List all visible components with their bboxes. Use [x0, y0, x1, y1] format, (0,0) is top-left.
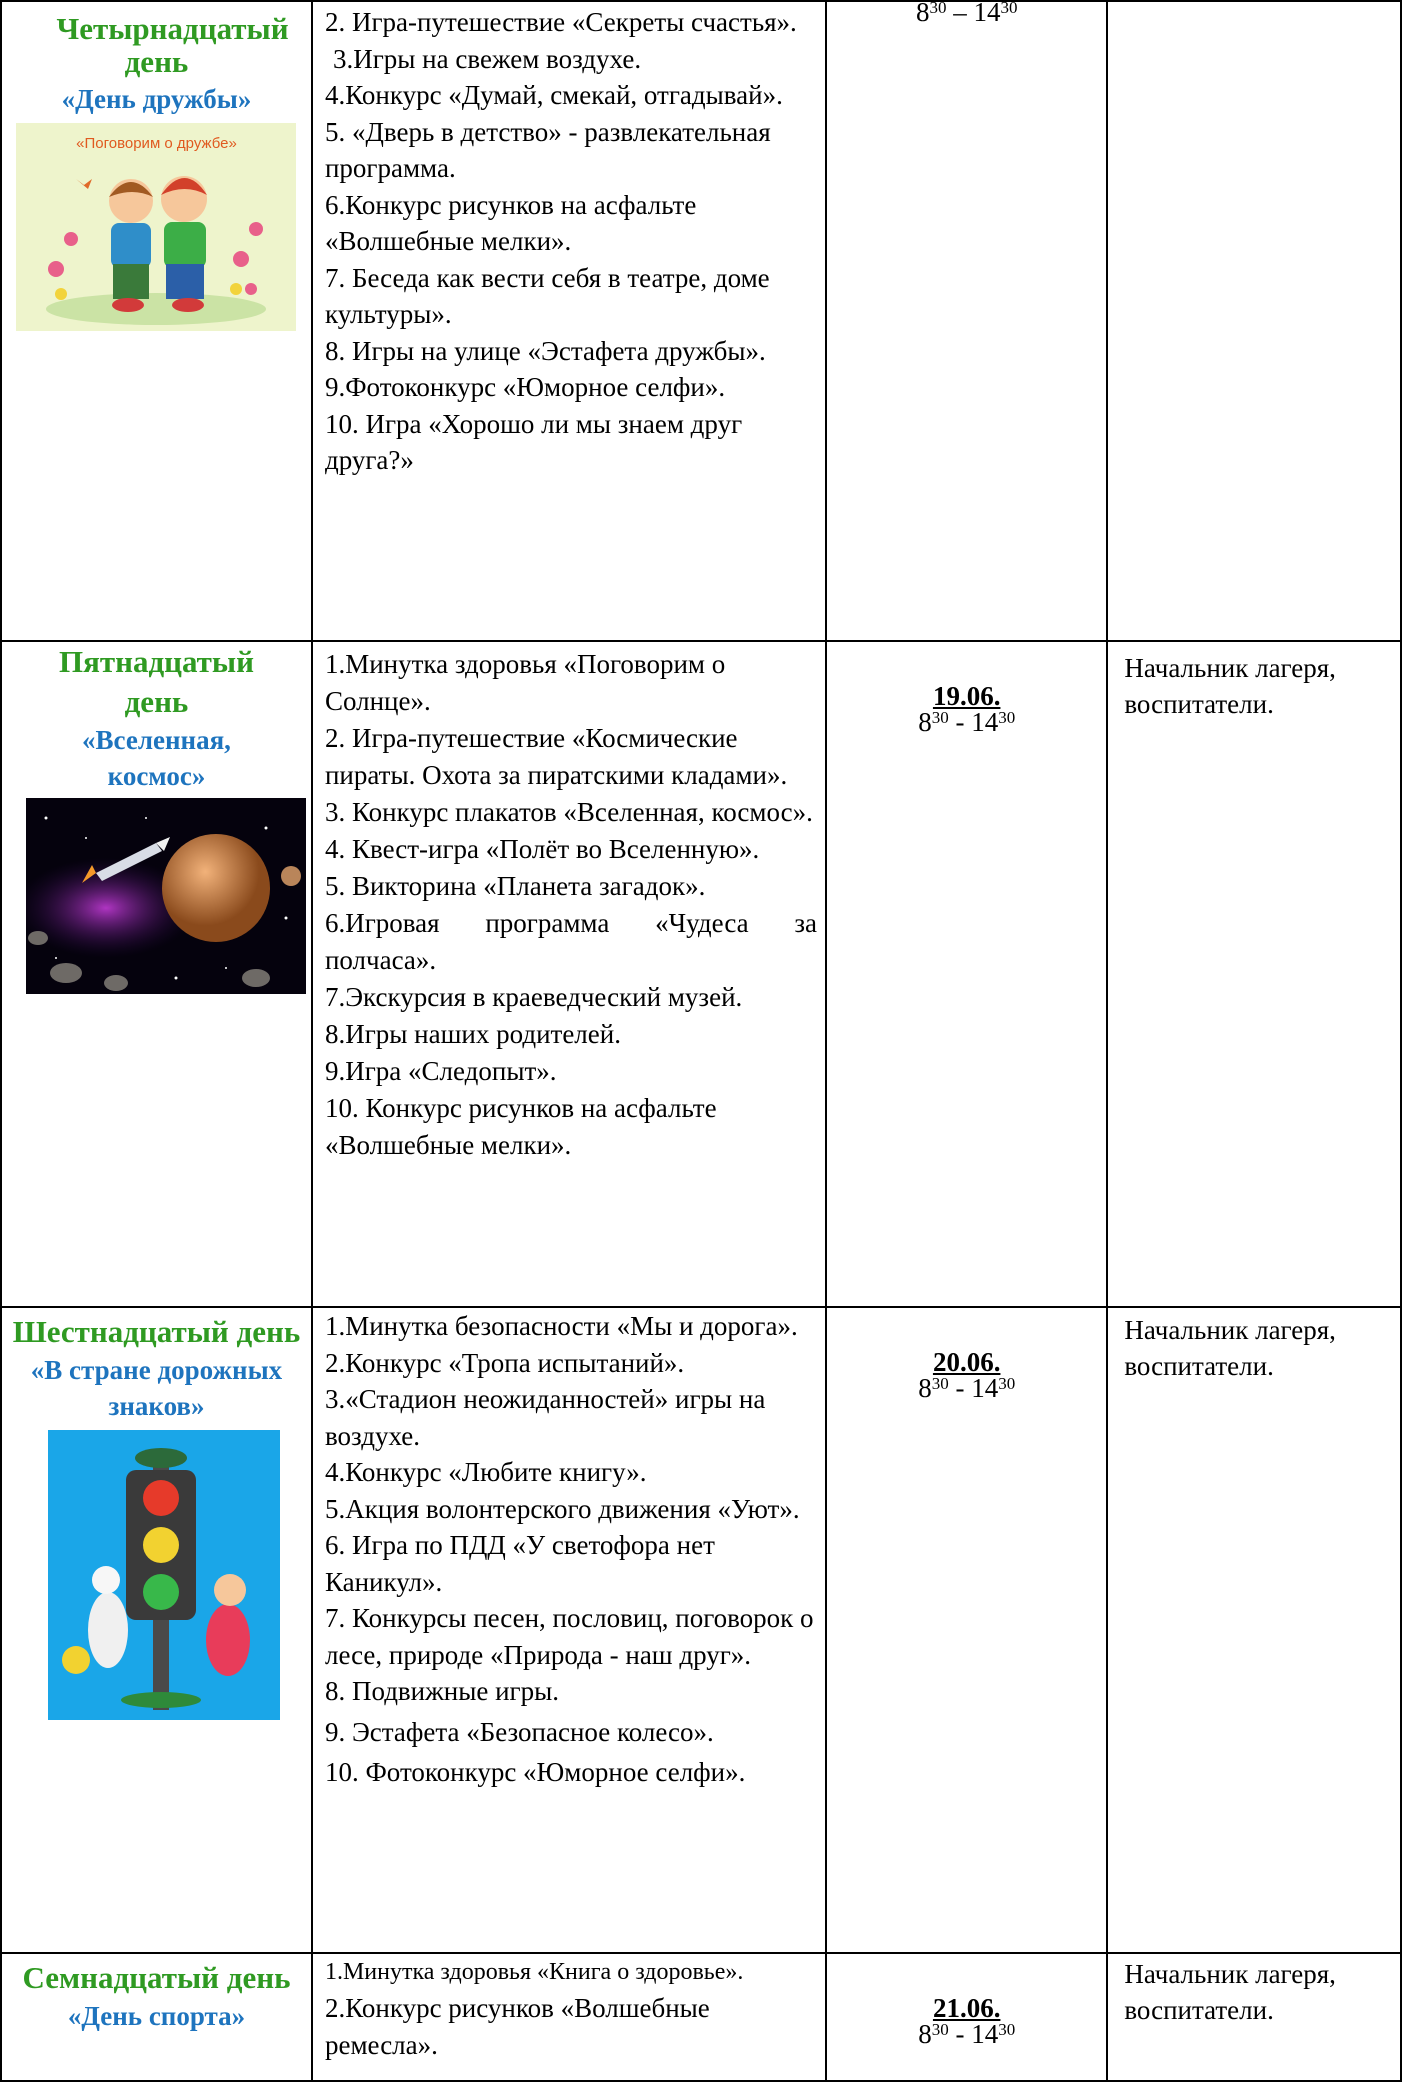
responsible-text: Начальник лагеря, воспитатели. [1124, 1959, 1336, 2025]
responsible-cell [1107, 641, 1401, 1307]
list-item: 7. Беседа как вести себя в театре, доме культуры». [324, 262, 770, 329]
time-to-hour: 14 [971, 707, 999, 737]
time-to-minute: 30 [998, 1374, 1016, 1393]
list-item: 9. Эстафета «Безопасное колесо». [324, 1716, 714, 1747]
time-separator: - [955, 707, 965, 737]
time-cell [826, 1953, 1107, 2081]
list-item: 2.Конкурс рисунков «Волшебные ремесла». [324, 1993, 710, 2060]
list-item: 3.Игры на свежем воздухе. [332, 43, 642, 74]
responsible-text: Начальник лагеря, воспитатели. [1124, 653, 1336, 719]
activities-list [313, 2, 825, 479]
list-item: 7. Конкурсы песен, пословиц, поговорок о лесе, природе «Природа - наш друг». [324, 1603, 814, 1670]
time-separator: - [955, 2019, 965, 2049]
list-item: 8.Игры наших родителей. [324, 1019, 621, 1049]
time-to-hour: 14 [971, 2019, 999, 2049]
responsible-cell [1107, 1953, 1401, 2081]
activities-cell [312, 1307, 826, 1953]
time-from-minute: 30 [931, 2020, 949, 2039]
date-label: 20.06. [932, 1347, 1001, 1377]
list-item: 2. Игра-путешествие «Секреты счастья». [324, 7, 797, 37]
day-cell [1, 1, 312, 641]
list-item: 4. Квест-игра «Полёт во Вселенную». [324, 834, 760, 864]
time-separator: - [955, 1373, 965, 1403]
friendship-picture [16, 123, 296, 331]
date-label: 19.06. [932, 681, 1001, 711]
time-cell [826, 641, 1107, 1307]
list-item: 5. «Дверь в детство» - развлекательная программа. [324, 116, 771, 183]
list-item: 9.Фотоконкурс «Юморное селфи». [324, 372, 726, 402]
day-title: Пятнадцатый день [58, 644, 254, 719]
activities-cell [312, 641, 826, 1307]
list-item: 8. Подвижные игры. [324, 1676, 560, 1706]
table-row [1, 1, 1401, 641]
list-item: 5.Акция волонтерского движения «Уют». [324, 1493, 800, 1524]
list-item: 6.Игровая программа «Чудеса за полчаса». [324, 908, 818, 975]
space-picture [26, 798, 306, 994]
two-boys-illustration [16, 159, 296, 329]
list-item: 4.Конкурс «Думай, смекай, отгадывай». [324, 80, 783, 110]
day-theme: «День спорта» [67, 2001, 246, 2031]
list-item: 1.Минутка безопасности «Мы и дорога». [324, 1311, 798, 1341]
list-item: 10. Конкурс рисунков на асфальте «Волшебные мелки». [324, 1093, 717, 1160]
activities-cell [312, 1, 826, 641]
activities-cell [312, 1953, 826, 2081]
list-item: 3. Конкурс плакатов «Вселенная, космос». [324, 797, 813, 827]
responsible-cell [1107, 1307, 1401, 1953]
time-from-minute: 30 [929, 0, 947, 17]
date-label: 21.06. [932, 1993, 1001, 2023]
time-from-hour: 8 [918, 1373, 932, 1403]
time-to-minute: 30 [998, 2020, 1016, 2039]
time-from-hour: 8 [918, 2019, 932, 2049]
day-cell [1, 1953, 312, 2081]
traffic-light-illustration [48, 1430, 280, 1720]
responsible-cell [1107, 1, 1401, 641]
list-item: 1.Минутка здоровья «Книга о здоровье». [324, 1959, 744, 1985]
day-theme: «В стране дорожных знаков» [30, 1355, 283, 1421]
list-item: 4.Конкурс «Любите книгу». [324, 1457, 647, 1487]
activities-list [313, 642, 825, 1164]
list-item: 9.Игра «Следопыт». [324, 1056, 557, 1086]
date-time [827, 642, 1106, 738]
day-title: Четырнадцатый день [56, 11, 289, 79]
date-time [827, 1954, 1106, 2050]
time-cell [826, 1307, 1107, 1953]
traffic-light-picture [48, 1430, 280, 1720]
list-item: 5. Викторина «Планета загадок». [324, 871, 706, 901]
list-item: 6. Игра по ПДД «У светофора нет Каникул». [324, 1530, 715, 1597]
list-item: 3.«Стадион неожиданностей» игры на воздухе. [324, 1384, 766, 1451]
list-item: 2.Конкурс «Тропа испытаний». [324, 1347, 685, 1378]
time-separator: – [953, 0, 967, 27]
time-from-minute: 30 [931, 1374, 949, 1393]
time-range [827, 2018, 1106, 2050]
time-range [827, 706, 1106, 738]
time-to-hour: 14 [971, 1373, 999, 1403]
day-theme: «День дружбы» [61, 84, 252, 114]
activities-list [313, 1954, 825, 2063]
time-to-hour: 14 [973, 0, 1001, 27]
table-row [1, 1307, 1401, 1953]
time-range [827, 1372, 1106, 1404]
activities-list [313, 1308, 825, 1791]
time-from-minute: 30 [931, 708, 949, 727]
list-item: 10. Фотоконкурс «Юморное селфи». [324, 1757, 746, 1787]
list-item: 2. Игра-путешествие «Космические пираты. Охота за пиратскими кладами». [324, 723, 788, 790]
date-time [827, 1308, 1106, 1404]
day-title: Семнадцатый день [22, 1960, 291, 1995]
responsible-text: Начальник лагеря, воспитатели. [1124, 1315, 1336, 1381]
list-item: 6.Конкурс рисунков на асфальте «Волшебные мелки». [324, 189, 697, 256]
time-from-hour: 8 [918, 707, 932, 737]
day-cell [1, 641, 312, 1307]
list-item: 8. Игры на улице «Эстафета дружбы». [324, 335, 766, 366]
day-cell [1, 1307, 312, 1953]
time-to-minute: 30 [998, 708, 1016, 727]
list-item: 7.Экскурсия в краеведческий музей. [324, 982, 743, 1012]
day-title: Шестнадцатый день [12, 1314, 301, 1349]
time-cell [826, 1, 1107, 641]
list-item: 1.Минутка здоровья «Поговорим о Солнце». [324, 649, 726, 716]
time-to-minute: 30 [1000, 0, 1018, 17]
space-illustration [26, 798, 306, 994]
picture-caption: «Поговорим о дружбе» [76, 135, 237, 152]
table-row [1, 1953, 1401, 2081]
time-range [827, 0, 1106, 28]
day-theme: «Вселенная, космос» [82, 725, 231, 791]
time-from-hour: 8 [915, 0, 930, 27]
list-item: 10. Игра «Хорошо ли мы знаем друг друга?» [324, 408, 743, 475]
table-row [1, 641, 1401, 1307]
